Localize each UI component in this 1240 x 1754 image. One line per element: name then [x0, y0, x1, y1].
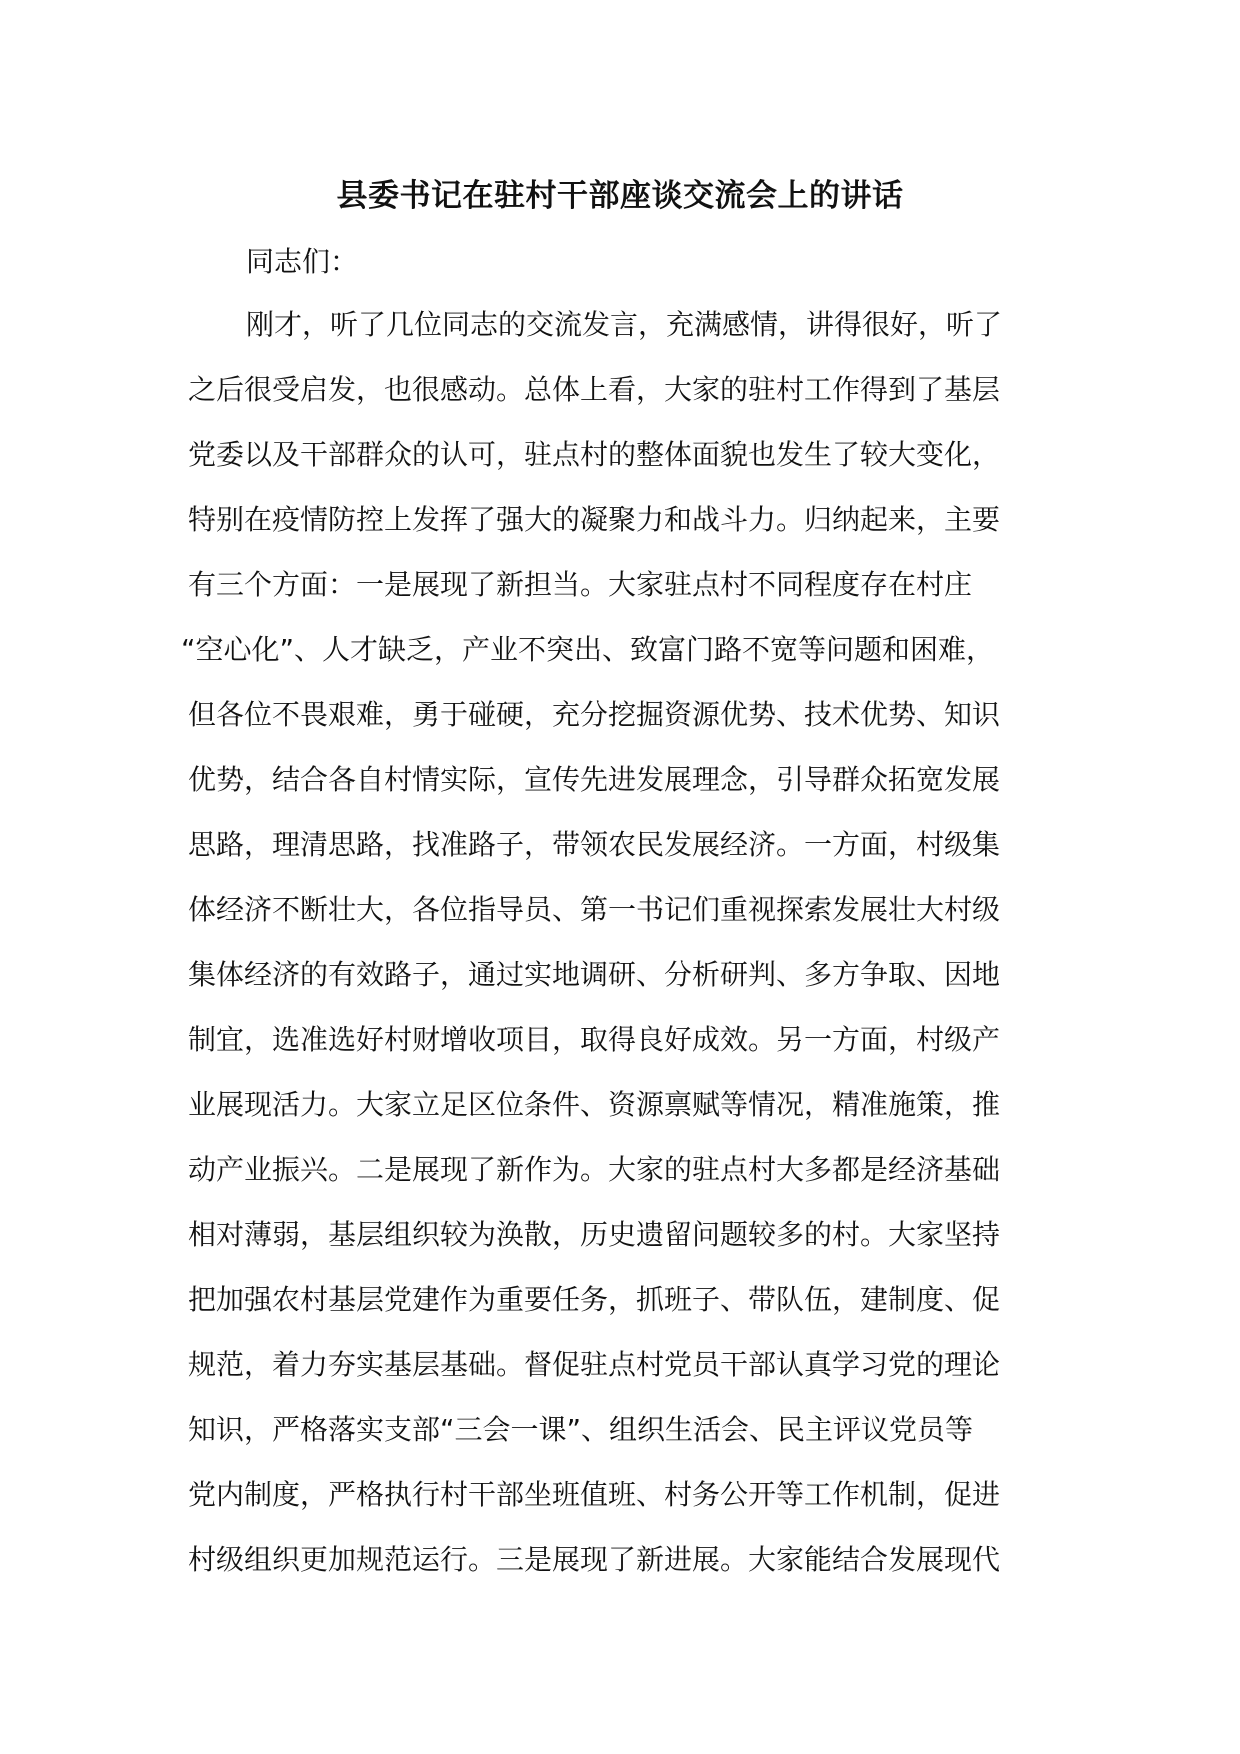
text-line: 相对薄弱，基层组织较为涣散，历史遗留问题较多的村。大家坚持 — [188, 1218, 1001, 1251]
greeting: 同志们： — [246, 245, 359, 278]
text-line: “空心化”、人才缺乏，产业不突出、致富门路不宽等问题和困难， — [181, 633, 995, 666]
text-line: 动产业振兴。二是展现了新作为。大家的驻点村大多都是经济基础 — [188, 1153, 1001, 1186]
text-line: 之后很受启发，也很感动。总体上看，大家的驻村工作得到了基层 — [188, 373, 1001, 406]
text-line: 体经济不断壮大，各位指导员、第一书记们重视探索发展壮大村级 — [188, 893, 1001, 926]
text-line: 党委以及干部群众的认可，驻点村的整体面貌也发生了较大变化， — [188, 438, 1001, 471]
text-line: 特别在疫情防控上发挥了强大的凝聚力和战斗力。归纳起来，主要 — [188, 503, 1001, 536]
text-line: 优势，结合各自村情实际，宣传先进发展理念，引导群众拓宽发展 — [188, 763, 1001, 796]
body-paragraph — [181, 303, 1068, 1603]
text-line: 党内制度，严格执行村干部坐班值班、村务公开等工作机制，促进 — [188, 1478, 1001, 1511]
text-line: 刚才，听了几位同志的交流发言，充满感情，讲得很好，听了 — [246, 308, 1003, 341]
text-line: 业展现活力。大家立足区位条件、资源禀赋等情况，精准施策，推 — [188, 1088, 1001, 1121]
text-line: 把加强农村基层党建作为重要任务，抓班子、带队伍，建制度、促 — [188, 1283, 1001, 1316]
document-title: 县委书记在驻村干部座谈交流会上的讲话 — [336, 178, 904, 214]
text-line: 但各位不畏艰难，勇于碰硬，充分挖掘资源优势、技术优势、知识 — [188, 698, 1001, 731]
text-line: 制宜，选准选好村财增收项目，取得良好成效。另一方面，村级产 — [188, 1023, 1001, 1056]
text-line: 思路，理清思路，找准路子，带领农民发展经济。一方面，村级集 — [188, 828, 1001, 861]
text-line: 知识，严格落实支部“三会一课”、组织生活会、民主评议党员等 — [188, 1413, 974, 1446]
text-line: 有三个方面：一是展现了新担当。大家驻点村不同程度存在村庄 — [188, 568, 973, 601]
text-line: 村级组织更加规范运行。三是展现了新进展。大家能结合发展现代 — [188, 1543, 1001, 1576]
text-line: 规范，着力夯实基层基础。督促驻点村党员干部认真学习党的理论 — [188, 1348, 1001, 1381]
text-line: 集体经济的有效路子，通过实地调研、分析研判、多方争取、因地 — [188, 958, 1001, 991]
